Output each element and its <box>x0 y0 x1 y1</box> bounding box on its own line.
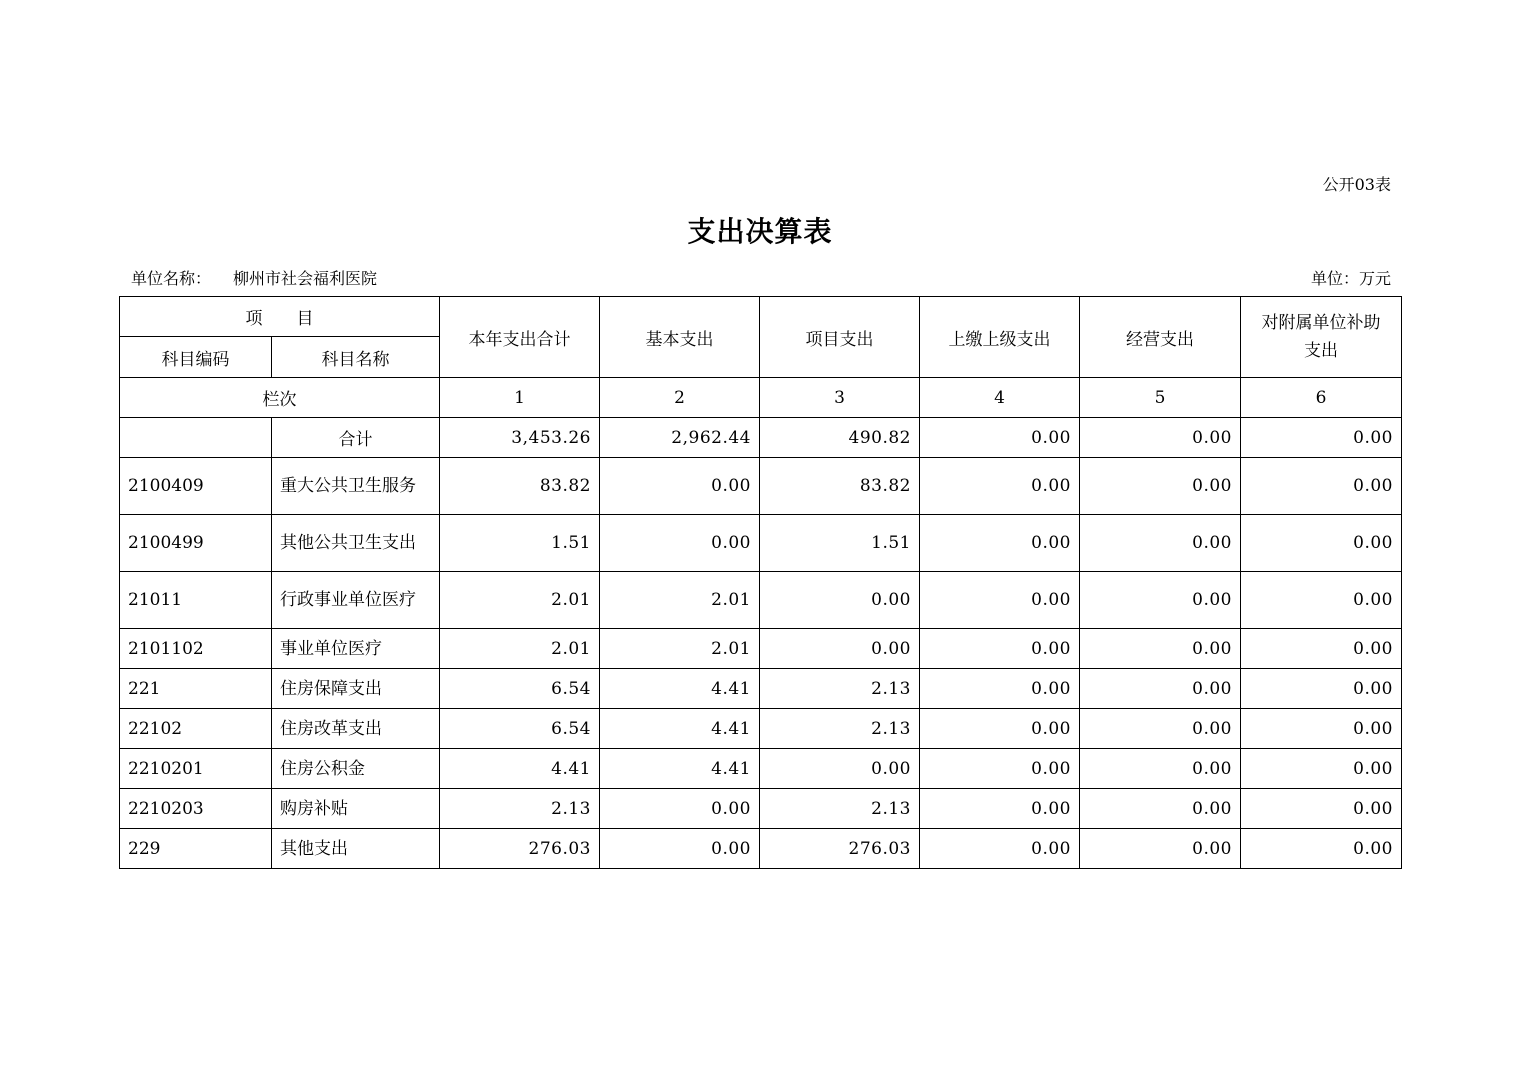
subject-code: 2210201 <box>120 749 272 789</box>
value-cell: 0.00 <box>920 789 1080 829</box>
value-cell: 2.13 <box>760 669 920 709</box>
column-number-row <box>120 378 1402 418</box>
total-row <box>120 418 1402 458</box>
subject-code: 2100409 <box>120 458 272 515</box>
subject-name: 其他公共卫生支出 <box>272 515 440 572</box>
unit-name-label: 单位名称： <box>131 269 212 288</box>
value-cell: 0.00 <box>920 829 1080 869</box>
value-cell: 0.00 <box>1241 789 1402 829</box>
value-cell: 0.00 <box>920 749 1080 789</box>
table-row <box>120 458 1402 515</box>
subject-name: 重大公共卫生服务 <box>272 458 440 515</box>
subject-name: 事业单位医疗 <box>272 629 440 669</box>
value-cell: 0.00 <box>600 458 760 515</box>
subject-code: 221 <box>120 669 272 709</box>
subject-code: 2210203 <box>120 789 272 829</box>
value-cell: 0.00 <box>920 418 1080 458</box>
value-cell: 0.00 <box>920 629 1080 669</box>
column-number: 3 <box>760 378 920 418</box>
value-cell: 0.00 <box>920 669 1080 709</box>
value-cell: 0.00 <box>1241 749 1402 789</box>
value-cell: 0.00 <box>1241 458 1402 515</box>
header-name: 科目名称 <box>272 337 440 378</box>
value-cell: 2.13 <box>760 789 920 829</box>
table-row <box>120 709 1402 749</box>
value-cell: 2.01 <box>600 572 760 629</box>
value-cell: 6.54 <box>440 669 600 709</box>
header-item: 项 目 <box>120 297 440 337</box>
total-label: 合计 <box>272 418 440 458</box>
subject-name: 住房改革支出 <box>272 709 440 749</box>
column-number: 2 <box>600 378 760 418</box>
value-cell: 0.00 <box>920 572 1080 629</box>
value-cell: 0.00 <box>760 572 920 629</box>
value-cell: 2.13 <box>760 709 920 749</box>
value-cell: 4.41 <box>600 749 760 789</box>
value-cell: 0.00 <box>1241 709 1402 749</box>
subject-code: 21011 <box>120 572 272 629</box>
subject-code: 2100499 <box>120 515 272 572</box>
unit-name-value: 柳州市社会福利医院 <box>233 269 378 288</box>
value-cell: 0.00 <box>1080 749 1241 789</box>
value-cell: 0.00 <box>1080 789 1241 829</box>
value-cell: 3,453.26 <box>440 418 600 458</box>
value-cell: 83.82 <box>760 458 920 515</box>
subject-name: 住房保障支出 <box>272 669 440 709</box>
value-cell: 83.82 <box>440 458 600 515</box>
value-cell: 0.00 <box>1241 418 1402 458</box>
value-cell: 0.00 <box>1241 829 1402 869</box>
subject-name: 行政事业单位医疗 <box>272 572 440 629</box>
value-cell: 4.41 <box>440 749 600 789</box>
header-subsidy: 对附属单位补助支出 <box>1241 297 1402 378</box>
header-code: 科目编码 <box>120 337 272 378</box>
table-row <box>120 515 1402 572</box>
value-cell: 6.54 <box>440 709 600 749</box>
value-cell: 0.00 <box>1080 572 1241 629</box>
value-cell: 0.00 <box>1080 515 1241 572</box>
value-cell: 0.00 <box>920 515 1080 572</box>
header-business: 经营支出 <box>1080 297 1241 378</box>
value-cell: 1.51 <box>760 515 920 572</box>
subject-code: 229 <box>120 829 272 869</box>
value-cell: 0.00 <box>920 709 1080 749</box>
header-basic: 基本支出 <box>600 297 760 378</box>
value-cell: 276.03 <box>440 829 600 869</box>
column-label: 栏次 <box>120 378 440 418</box>
column-number: 5 <box>1080 378 1241 418</box>
value-cell: 2.01 <box>440 629 600 669</box>
unit-name-line <box>131 266 377 289</box>
value-cell: 0.00 <box>600 515 760 572</box>
table-row <box>120 629 1402 669</box>
value-cell: 0.00 <box>1080 829 1241 869</box>
subject-name: 购房补贴 <box>272 789 440 829</box>
column-number: 6 <box>1241 378 1402 418</box>
value-cell: 0.00 <box>600 829 760 869</box>
header-project: 项目支出 <box>760 297 920 378</box>
value-cell: 0.00 <box>1241 515 1402 572</box>
table-row <box>120 572 1402 629</box>
subject-name: 住房公积金 <box>272 749 440 789</box>
header-total: 本年支出合计 <box>440 297 600 378</box>
value-cell: 276.03 <box>760 829 920 869</box>
value-cell: 4.41 <box>600 709 760 749</box>
value-cell: 2,962.44 <box>600 418 760 458</box>
form-number: 公开03表 <box>1322 175 1391 194</box>
currency-unit: 单位：万元 <box>1310 269 1391 288</box>
total-code-cell <box>120 418 272 458</box>
value-cell: 2.01 <box>440 572 600 629</box>
value-cell: 2.01 <box>600 629 760 669</box>
value-cell: 0.00 <box>1241 669 1402 709</box>
value-cell: 4.41 <box>600 669 760 709</box>
subject-name: 其他支出 <box>272 829 440 869</box>
value-cell: 0.00 <box>1080 418 1241 458</box>
value-cell: 0.00 <box>920 458 1080 515</box>
subject-code: 22102 <box>120 709 272 749</box>
subject-code: 2101102 <box>120 629 272 669</box>
value-cell: 0.00 <box>760 749 920 789</box>
table-row <box>120 669 1402 709</box>
value-cell: 0.00 <box>600 789 760 829</box>
table-row <box>120 829 1402 869</box>
value-cell: 490.82 <box>760 418 920 458</box>
page-title: 支出决算表 <box>687 215 833 248</box>
value-cell: 0.00 <box>1080 458 1241 515</box>
value-cell: 0.00 <box>1080 669 1241 709</box>
value-cell: 0.00 <box>760 629 920 669</box>
value-cell: 1.51 <box>440 515 600 572</box>
value-cell: 0.00 <box>1080 709 1241 749</box>
value-cell: 0.00 <box>1241 572 1402 629</box>
table-row <box>120 789 1402 829</box>
expenditure-table <box>119 296 1402 869</box>
value-cell: 2.13 <box>440 789 600 829</box>
header-upper: 上缴上级支出 <box>920 297 1080 378</box>
column-number: 1 <box>440 378 600 418</box>
value-cell: 0.00 <box>1241 629 1402 669</box>
value-cell: 0.00 <box>1080 629 1241 669</box>
column-number: 4 <box>920 378 1080 418</box>
table-row <box>120 749 1402 789</box>
